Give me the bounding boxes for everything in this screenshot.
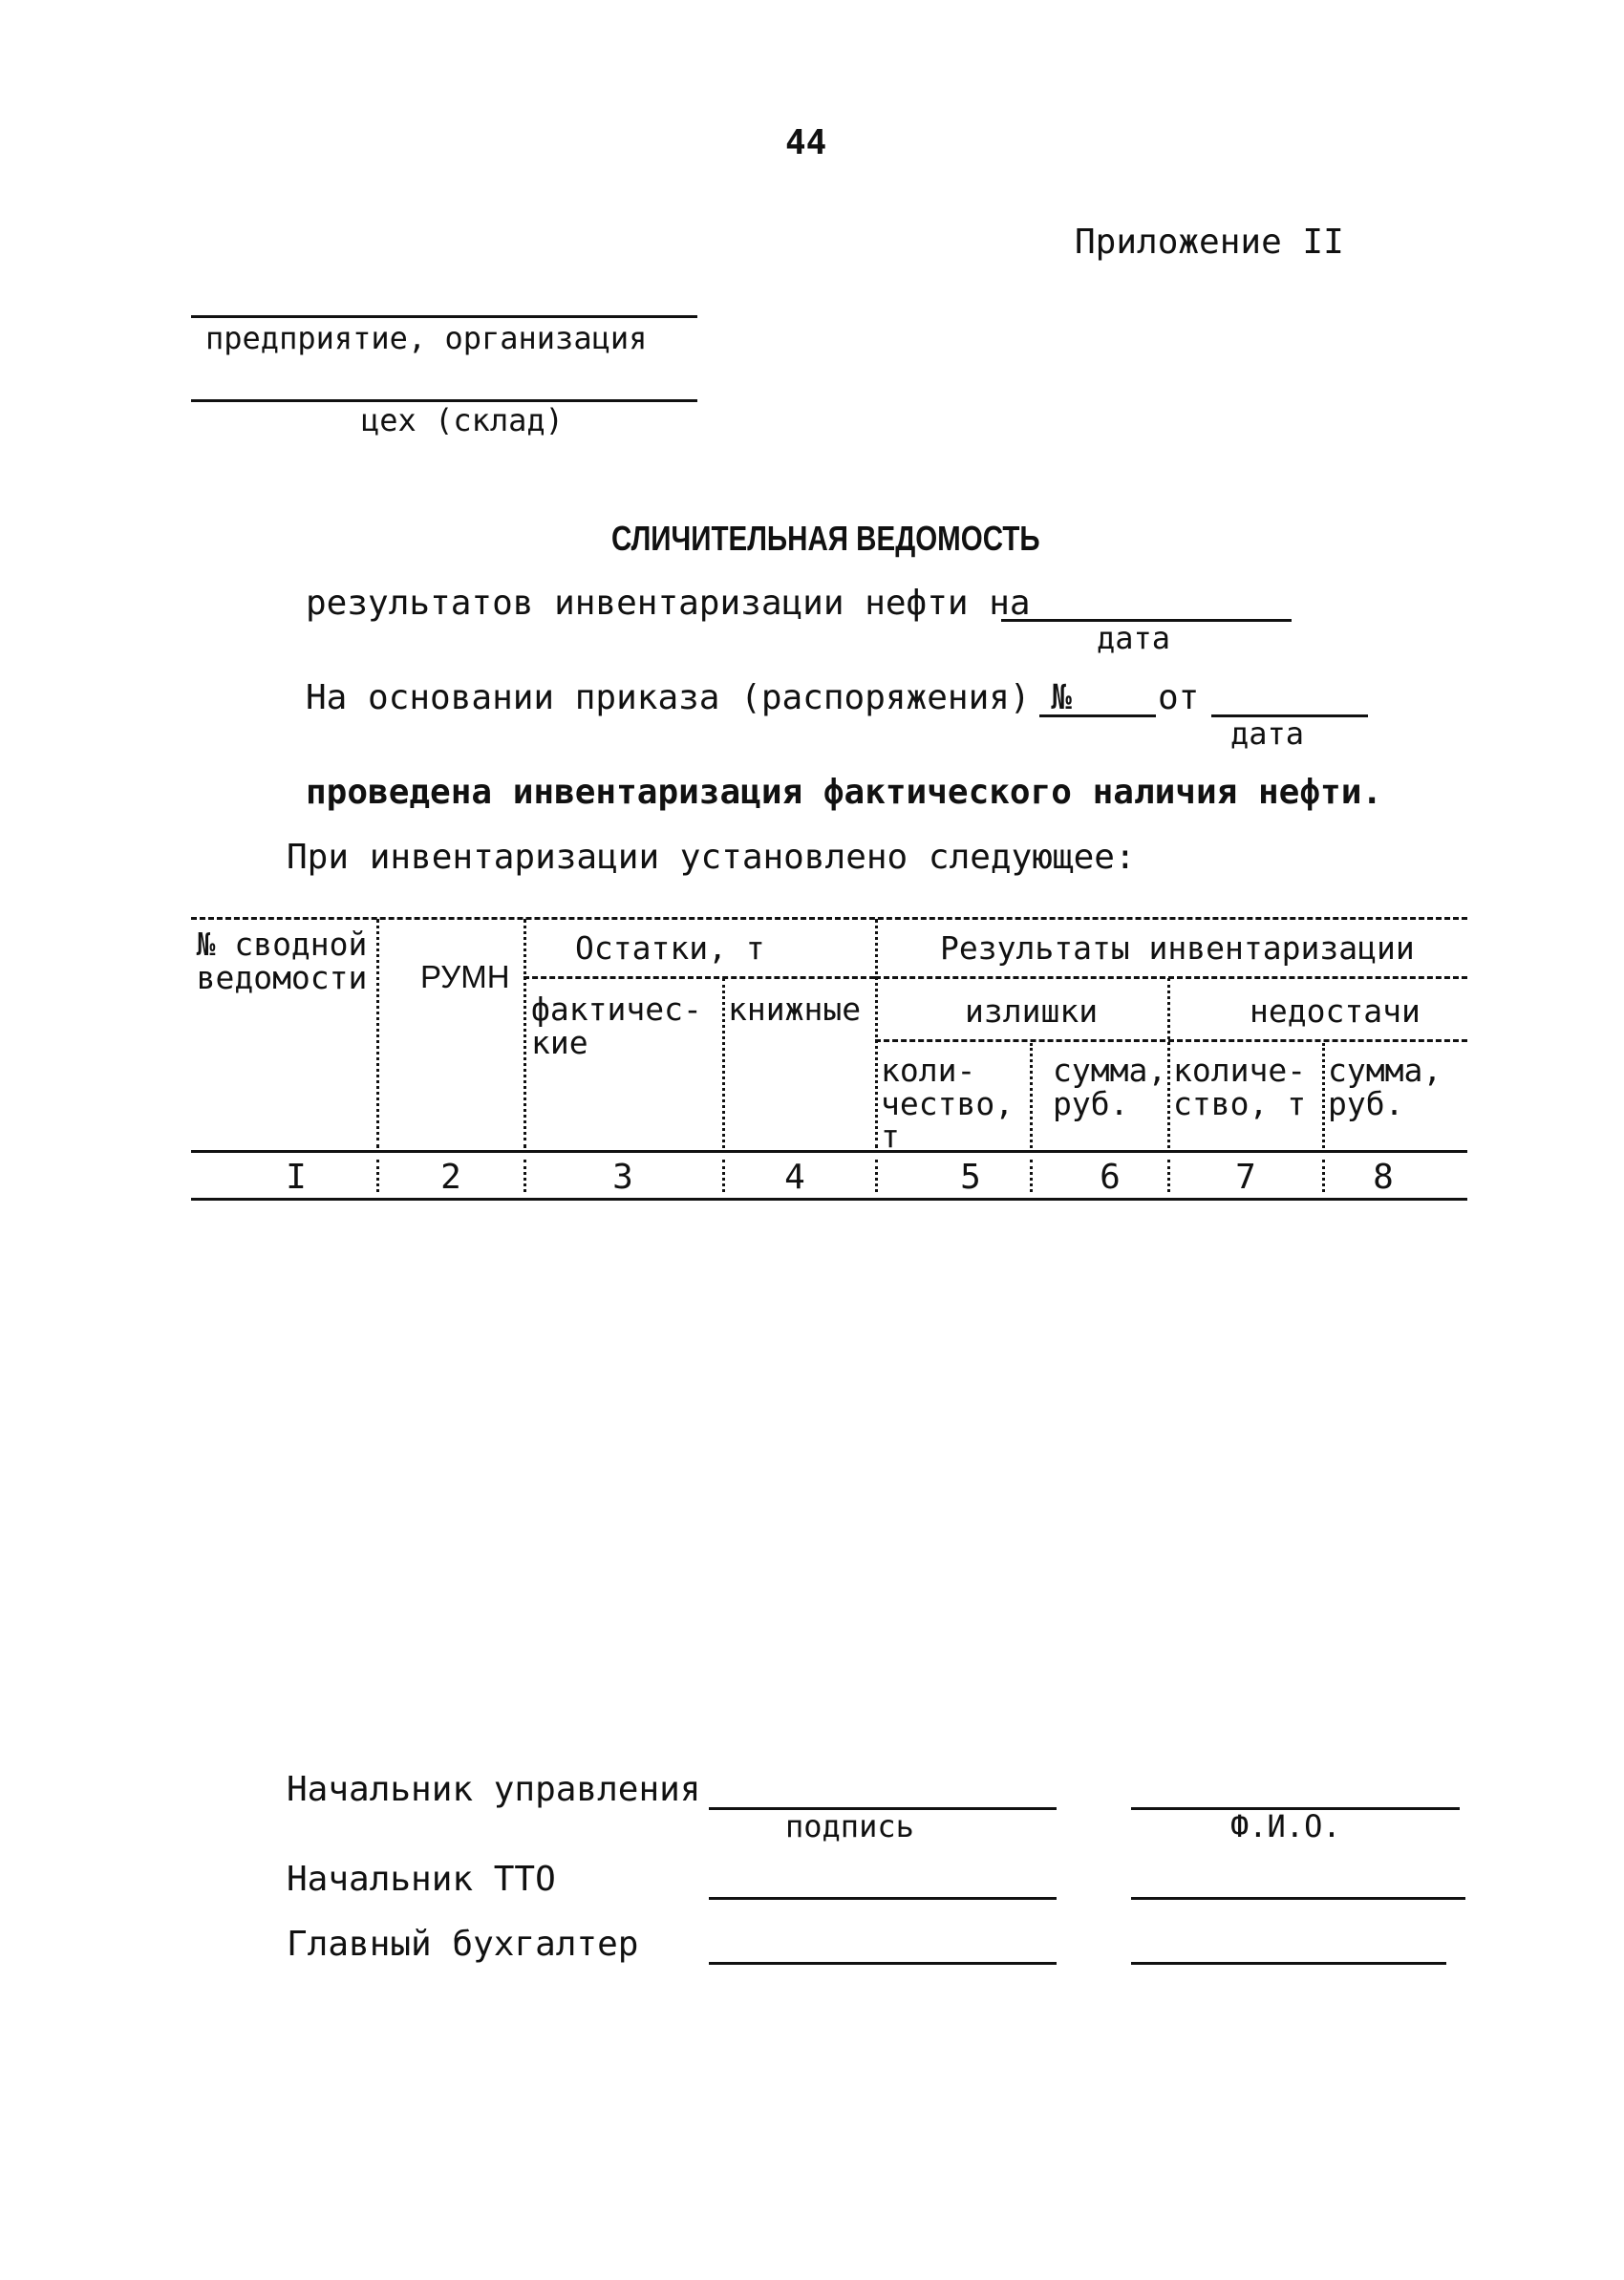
header-shortage-qty: количе- ство, т — [1173, 1052, 1307, 1122]
signature-caption: подпись — [785, 1808, 914, 1844]
col-number: 5 — [960, 1158, 981, 1197]
results-sub-rule — [875, 976, 1467, 979]
header-remains-actual: фактичес- кие — [531, 991, 702, 1061]
surplus-sub-rule — [875, 1039, 1467, 1042]
col-number: 2 — [440, 1158, 461, 1197]
header-bottom-rule — [191, 1150, 1467, 1153]
document-title: СЛИЧИТЕЛЬНАЯ ВЕДОМОСТЬ — [611, 519, 1040, 558]
established-line: При инвентаризации установлено следующее: — [287, 838, 1136, 877]
signature-role: Главный бухгалтер — [287, 1925, 639, 1964]
numbers-bottom-rule — [191, 1198, 1467, 1201]
num-separator — [875, 1160, 878, 1192]
remains-sub-rule — [524, 976, 875, 979]
col-separator — [524, 919, 526, 1148]
num-separator — [1030, 1160, 1033, 1192]
signature-role: Начальник управления — [287, 1770, 701, 1809]
from-label: от — [1158, 678, 1200, 717]
header-remains-book: книжные — [728, 991, 862, 1028]
table-top-rule — [191, 917, 1467, 920]
signature-line — [709, 1897, 1057, 1900]
page-number: 44 — [785, 123, 827, 162]
header-shortage-sum: сумма, руб. — [1328, 1052, 1442, 1122]
num-separator — [524, 1160, 526, 1192]
header-surplus: излишки — [965, 992, 1099, 1030]
name-caption: Ф.И.О. — [1230, 1808, 1341, 1844]
num-separator — [1322, 1160, 1325, 1192]
col-number: I — [286, 1158, 307, 1197]
col-number: 8 — [1373, 1158, 1394, 1197]
num-separator — [376, 1160, 379, 1192]
col-number: 3 — [612, 1158, 633, 1197]
header-shortage: недостачи — [1250, 992, 1421, 1030]
signature-line — [709, 1962, 1057, 1965]
col-number: 4 — [784, 1158, 805, 1197]
name-line — [1131, 1962, 1446, 1965]
order-number-line — [1039, 714, 1156, 717]
workshop-field-caption: цех (склад) — [361, 402, 564, 438]
col-separator — [1030, 1043, 1033, 1148]
col-separator — [875, 919, 878, 1148]
col-number: 7 — [1235, 1158, 1256, 1197]
appendix-label: Приложение II — [1075, 223, 1344, 262]
signature-role: Начальник ТТО — [287, 1860, 556, 1899]
col-separator — [376, 919, 379, 1148]
header-surplus-sum: сумма, руб. — [1053, 1052, 1167, 1122]
date-caption-1: дата — [1097, 620, 1171, 656]
org-field-line — [191, 315, 697, 318]
col-separator — [1322, 1043, 1325, 1148]
order-line: На основании приказа (распоряжения) № — [306, 678, 1072, 717]
name-line — [1131, 1897, 1465, 1900]
col-separator — [1167, 978, 1170, 1148]
results-line: результатов инвентаризации нефти на — [306, 584, 1031, 623]
header-rumn: РУМН — [420, 959, 510, 994]
num-separator — [1167, 1160, 1170, 1192]
org-field-caption: предприятие, организация — [205, 320, 648, 356]
header-summary-no: № сводной ведомости — [196, 926, 368, 996]
header-remains: Остатки, т — [575, 929, 765, 967]
num-separator — [722, 1160, 725, 1192]
col-number: 6 — [1100, 1158, 1121, 1197]
conducted-line: проведена инвентаризация фактического наличия нефти. — [306, 773, 1383, 812]
date-caption-2: дата — [1230, 715, 1305, 752]
header-surplus-qty: коли- чество, т — [881, 1052, 1015, 1156]
header-results: Результаты инвентаризации — [940, 929, 1415, 967]
col-separator — [722, 978, 725, 1148]
